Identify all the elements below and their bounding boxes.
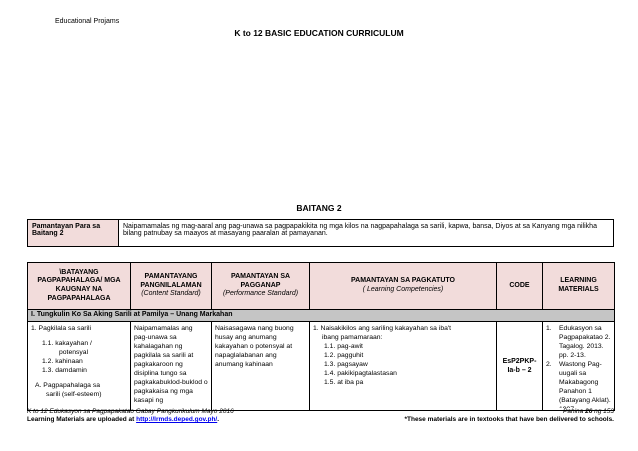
material-number: 2. — [546, 361, 552, 369]
material-number: 1. — [546, 325, 552, 332]
values-sub-item: potensyal — [59, 349, 89, 357]
curriculum-table — [27, 262, 615, 411]
page-suffix: ng 153 — [592, 408, 614, 415]
footer-materials-note: *These materials are in textooks that have ben delivered to schools. — [404, 416, 614, 423]
values-value-a: A. Pagpapahalaga sa — [35, 382, 101, 390]
page-current: 26 — [585, 408, 593, 415]
values-sub-item: 1.2. kahinaan — [42, 358, 83, 366]
footer-upload-note — [27, 416, 219, 423]
header-code: CODE — [497, 263, 543, 310]
header-performance-standard-sub: (Performance Standard) — [222, 290, 299, 298]
document-title: K to 12 BASIC EDUCATION CURRICULUM — [234, 28, 404, 38]
header-performance-standard — [212, 263, 310, 310]
values-sub-item: 1.3. damdamin — [42, 367, 87, 375]
watermark-text: Educational Projams — [55, 18, 120, 25]
competency-item: 1.4. pakikipagtalastasan — [324, 370, 397, 378]
header-learning-competencies-main: PAMANTAYAN SA PAGKATUTO — [351, 277, 455, 285]
page-prefix: Pahina — [563, 408, 586, 415]
standard-label-line1: Pamantayan Para sa — [32, 223, 101, 230]
standard-text: Naipamamalas ng mag-aaral ang pag-unawa sa pagpapakikita ng mga kilos na nagpapahalaga sa sarili, kapwa, bansa, Diyos at sa Kanyang mga nilikha bilang patnubay sa maayos at masayang paaralan at pamayanan. — [119, 220, 614, 247]
upload-text: Learning Materials are uploaded at — [27, 416, 137, 423]
code-line1: EsP2PKP- — [502, 357, 537, 365]
content-standard-text: Naipamamalas ang pag-unawa sa kahalagahan ng pagkilala sa sarili at pagkakaroon ng disiplina tungo sa pagkakabuklod-buklod o pagkakaisa ng mga kasapi ng — [134, 325, 208, 405]
header-learning-competencies-sub: ( Learning Competencies) — [362, 286, 444, 293]
footer-page-number — [563, 408, 614, 415]
values-main: 1. Pagkilala sa sarili — [31, 325, 92, 332]
values-cell — [28, 322, 131, 411]
competency-item: 1.5. at iba pa — [324, 379, 364, 387]
standard-label — [28, 220, 119, 247]
table-row — [28, 322, 615, 411]
section-title: I. Tungkulin Ko Sa Aking Sarili at Pamilya – Unang Markahan — [28, 310, 615, 322]
grade-standard-table — [27, 219, 614, 247]
competency-item: 1.2. pagguhit — [324, 352, 364, 360]
header-content-standard-main: PAMANTAYANG PANGNILALAMAN — [140, 272, 202, 289]
footer-document-name: K to 12 Edukasyon sa Pagpapakatao Gabay Pangkurikulum Mayo 2016 — [27, 408, 234, 415]
table-header-row — [28, 263, 615, 310]
header-content-standard — [131, 263, 212, 310]
section-row — [28, 310, 615, 322]
lrmds-link[interactable]: http://lrmds.deped.gov.ph/ — [136, 416, 218, 423]
header-performance-standard-main: PAMANTAYAN SA PAGGANAP — [230, 272, 291, 289]
code-cell — [497, 322, 543, 411]
performance-standard-text: Naisasagawa nang buong husay ang anumang kakayahan o potensyal at napaglalabanan ang anumang kahinaan — [215, 325, 294, 369]
header-learning-materials: LEARNING MATERIALS — [543, 263, 615, 310]
material-item — [546, 324, 611, 360]
competency-main-cont: ibang pamamaraan: — [322, 334, 383, 342]
code-line2: Ia-b – 2 — [507, 367, 532, 374]
materials-cell — [543, 322, 615, 411]
material-item — [546, 360, 611, 408]
header-content-standard-sub: (Content Standard) — [141, 290, 201, 298]
performance-standard-cell — [212, 322, 310, 411]
grade-title: BAITANG 2 — [296, 203, 342, 213]
upload-end: . — [217, 416, 220, 423]
material-text: Edukasyon sa Pagpapakatao 2. Tagalog. 2013. pp. 2-13. — [559, 325, 611, 360]
values-value-a-cont: sarili (self-esteem) — [46, 391, 102, 399]
competency-item: 1.1. pag-awit — [324, 343, 363, 351]
content-standard-cell — [131, 322, 212, 411]
standard-label-line2: Baitang 2 — [32, 230, 64, 237]
competency-cell — [310, 322, 497, 411]
header-values: \BATAYANG PAGPAPAHALAGA/ MGA KAUGNAY NA PAGPAPAHALAGA — [28, 263, 131, 310]
header-learning-competencies — [310, 263, 497, 310]
material-text: Wastong Pag-uugali sa Makabagong Panahon 1 (Batayang Aklat). — [559, 361, 611, 405]
competency-item: 1.3. pagsayaw — [324, 361, 368, 369]
competency-main: 1. Naisakikilos ang sariling kakayahan sa iba't — [313, 325, 452, 332]
values-sub-item: 1.1. kakayahan / — [42, 340, 92, 348]
